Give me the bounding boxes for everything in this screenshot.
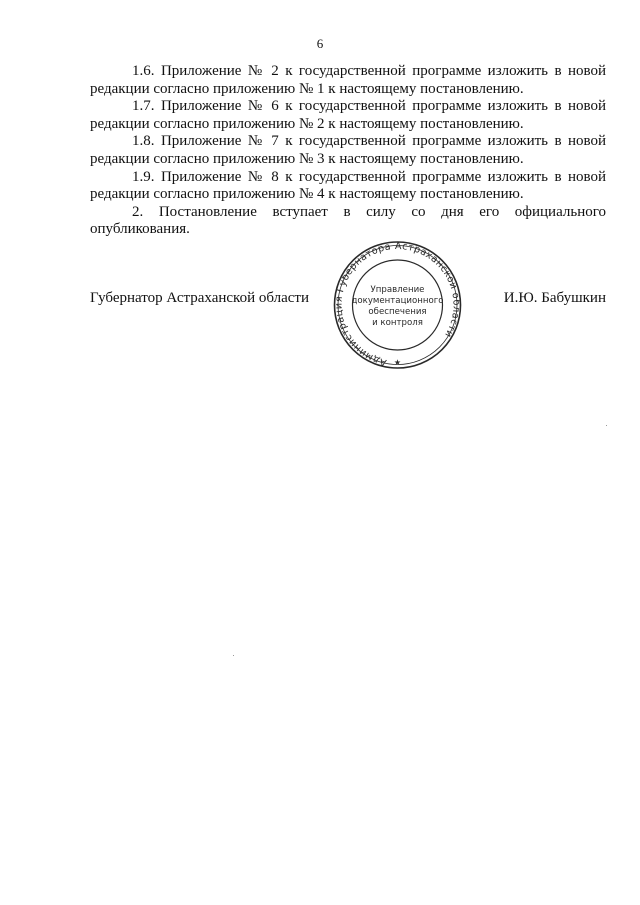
- scan-speck: [233, 655, 234, 656]
- paragraph-number: 1.9.: [132, 168, 155, 185]
- paragraph-1-6: [90, 63, 606, 98]
- paragraph-1-7: [90, 98, 606, 133]
- stamp-inner-line: и контроля: [372, 318, 423, 328]
- paragraph-text: Постановление вступает в силу со дня его официального опубликования.: [90, 203, 606, 238]
- page-number: 6: [316, 36, 324, 51]
- paragraph-number: 1.8.: [132, 133, 155, 150]
- stamp-inner-line: обеспечения: [368, 307, 427, 317]
- paragraph-number: 1.6.: [132, 63, 155, 79]
- paragraph-text: Приложение № 8 к государственной программе изложить в новой редакции согласно приложению № 4 к настоящему постановлению.: [90, 168, 607, 203]
- signatory-title: Губернатор Астраханской области: [90, 290, 310, 306]
- paragraph-1-8: [90, 133, 606, 168]
- stamp-inner-line: Управление: [370, 285, 425, 295]
- signatory-name: И.Ю. Бабушкин: [503, 290, 606, 306]
- stamp-inner-text: [351, 285, 443, 328]
- paragraph-1-9: [90, 169, 606, 204]
- paragraph-text: Приложение № 6 к государственной программе изложить в новой редакции согласно приложению № 2 к настоящему постановлению.: [90, 98, 607, 132]
- paragraph-2: [90, 204, 606, 239]
- paragraph-number: 2.: [132, 203, 144, 220]
- stamp-seal-icon: [330, 240, 465, 370]
- stamp-outer-text: Администрация Губернатора Астраханской области: [333, 240, 462, 368]
- document-body: [90, 63, 606, 239]
- official-stamp: [330, 240, 465, 370]
- paragraph-text: Приложение № 7 к государственной программе изложить в новой редакции согласно приложению № 3 к настоящему постановлению.: [90, 133, 607, 167]
- star-icon: ★: [393, 358, 402, 367]
- scan-speck: [606, 425, 607, 426]
- stamp-inner-line: документационного: [351, 296, 444, 306]
- paragraph-number: 1.7.: [132, 98, 155, 115]
- paragraph-text: Приложение № 2 к государственной программе изложить в новой редакции согласно приложению № 1 к настоящему постановлению.: [90, 63, 607, 97]
